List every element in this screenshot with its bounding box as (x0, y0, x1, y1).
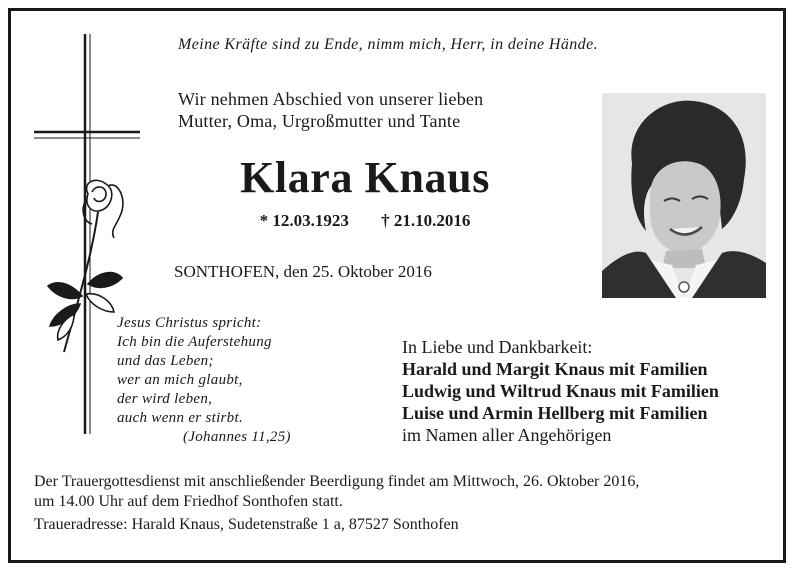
family-line: Harald und Margit Knaus mit Familien (402, 359, 708, 379)
funeral-service-info (34, 472, 639, 512)
quote-line: und das Leben; (117, 353, 214, 369)
bible-quote (117, 314, 291, 447)
quote-line: wer an mich glaubt, (117, 372, 243, 388)
place-and-date: SONTHOFEN, den 25. Oktober 2016 (174, 262, 432, 281)
quote-reference: (Johannes 11,25) (183, 429, 291, 445)
family-line: Ludwig und Wiltrud Knaus mit Familien (402, 381, 719, 401)
mourners-heading: In Liebe und Dankbarkeit: (402, 337, 593, 357)
birth-date: * 12.03.1923 (259, 211, 349, 230)
mourning-address: Traueradresse: Harald Knaus, Sudetenstraße 1 a, 87527 Sonthofen (34, 516, 459, 533)
life-dates (150, 211, 580, 231)
mourners-block (402, 336, 719, 446)
mourners-closing: im Namen aller Angehörigen (402, 425, 612, 445)
quote-line: auch wenn er stirbt. (117, 410, 243, 426)
motto-verse: Meine Kräfte sind zu Ende, nimm mich, Herr, in deine Hände. (178, 36, 598, 53)
service-line-2: um 14.00 Uhr auf dem Friedhof Sonthofen statt. (34, 493, 343, 510)
intro-line-1: Wir nehmen Abschied von unserer lieben (178, 89, 484, 109)
quote-line: der wird leben, (117, 391, 213, 407)
quote-line: Ich bin die Auferstehung (117, 334, 272, 350)
quote-line: Jesus Christus spricht: (117, 315, 262, 331)
portrait-photo (602, 93, 766, 298)
intro-line-2: Mutter, Oma, Urgroßmutter und Tante (178, 111, 461, 131)
deceased-name: Klara Knaus (240, 153, 490, 202)
death-date: † 21.10.2016 (381, 211, 471, 230)
service-line-1: Der Trauergottesdienst mit anschließender Beerdigung findet am Mittwoch, 26. Oktober 2016, (34, 473, 640, 490)
family-line: Luise und Armin Hellberg mit Familien (402, 403, 708, 423)
intro-text (178, 88, 483, 132)
